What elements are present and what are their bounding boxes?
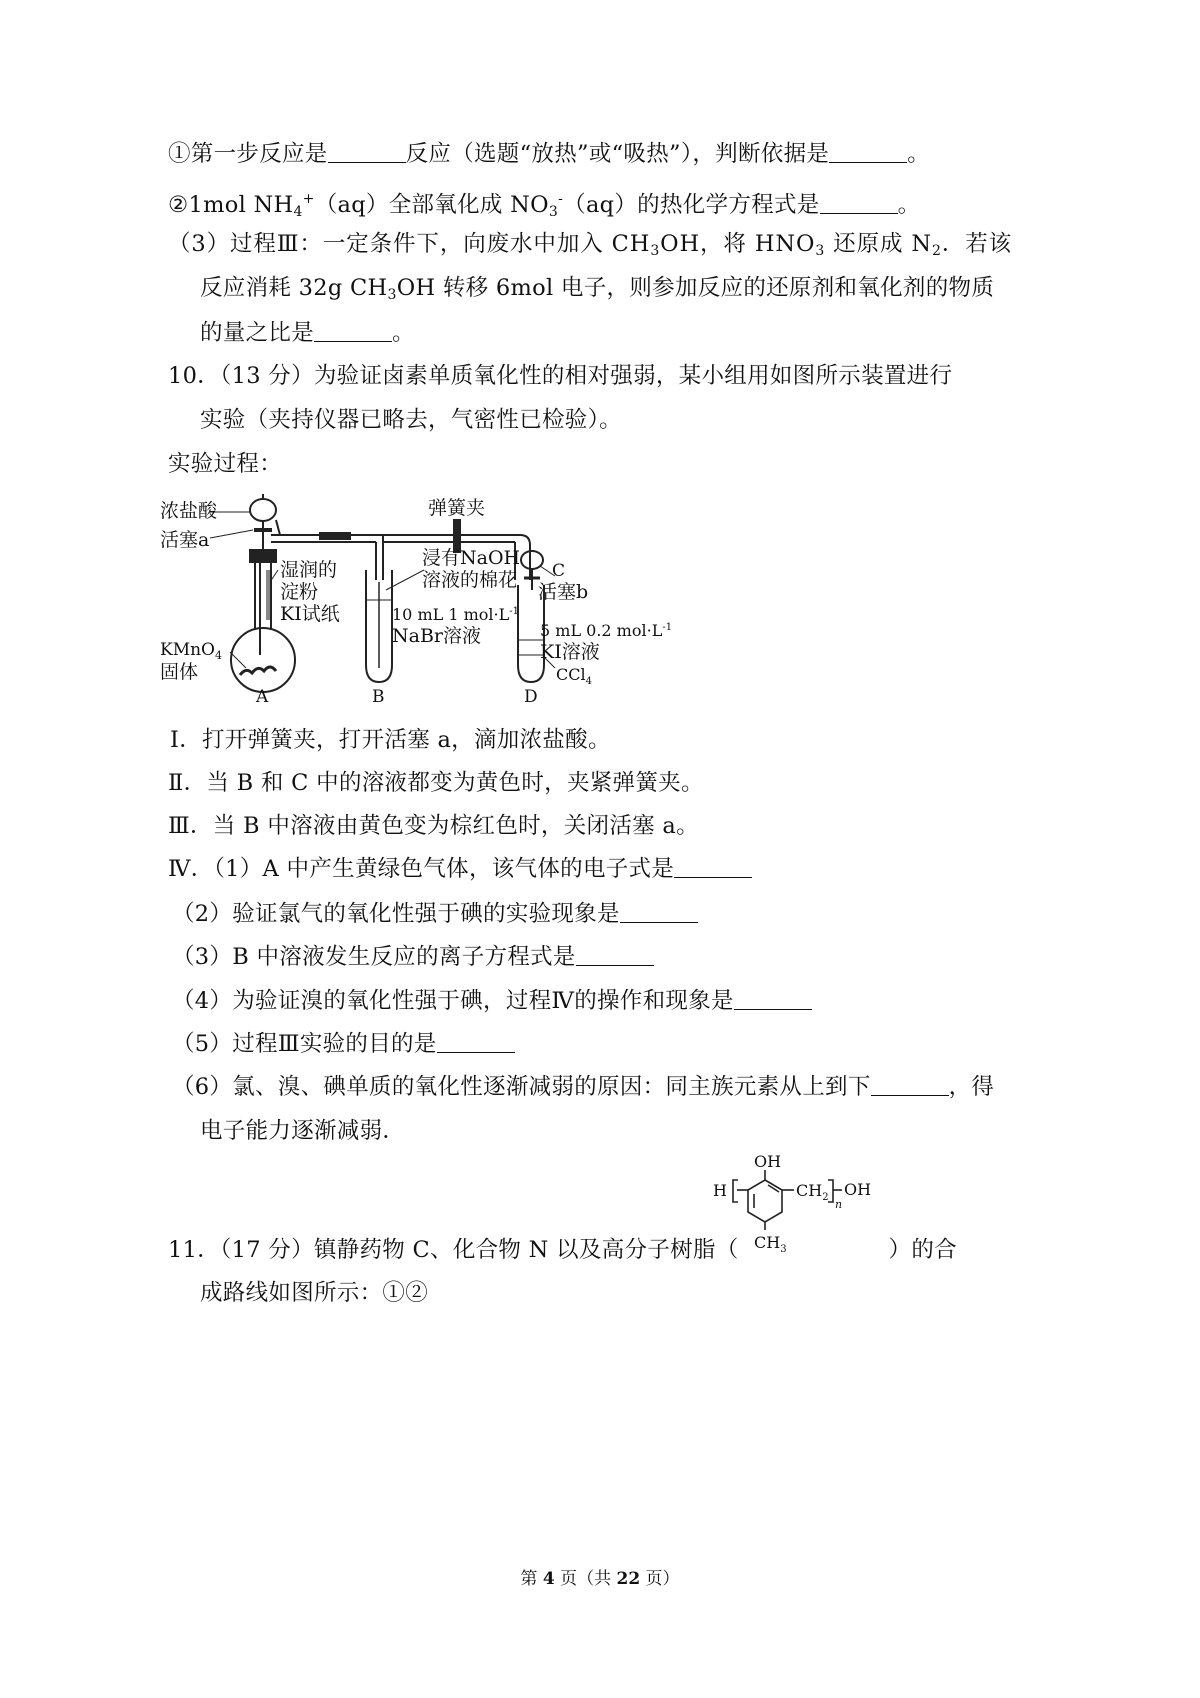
answer-blank[interactable]	[829, 142, 907, 163]
label-ccl4: CCl$_4$	[556, 665, 592, 687]
benzene-ring	[748, 1180, 782, 1222]
line-q9-3-2: 反应消耗 32g $CH_3OH$ 转移 6mol 电子，则参加反应的还原剂和氧化剂的物质	[200, 275, 995, 303]
question-11-line-1: 11．（17 分）镇静药物 C、化合物 N 以及高分子树脂（ ）的合	[168, 1237, 957, 1263]
question-part-6-line-2: 电子能力逐渐减弱．	[200, 1118, 406, 1144]
page-footer: 第 4 页（共 22 页）	[520, 1569, 680, 1589]
page-number: 4	[542, 1569, 555, 1589]
question-10-line-1: 10．（13 分）为验证卤素单质氧化性的相对强弱，某小组用如图所示装置进行	[168, 363, 953, 389]
label-cotton: 溶液的棉花	[422, 569, 518, 591]
label-starch: 淀粉	[280, 581, 319, 603]
label-nabr-vol: 10 mL 1 $mol\cdot L^{-1}$	[392, 605, 519, 624]
question-part-6-line-1: （6）氯、溴、碘单质的氧化性逐渐减弱的原因：同主族元素从上到下 ，得	[172, 1074, 995, 1100]
line-q9-2-1: ①第一步反应是 反应（选题“放热”或“吸热”），判断依据是 。	[168, 141, 930, 167]
ki-paper	[266, 570, 270, 620]
step-2: Ⅱ．当 B 和 C 中的溶液都变为黄色时，夹紧弹簧夹。	[168, 770, 704, 796]
question-part-2: （2）验证氯气的氧化性强于碘的实验现象是	[172, 899, 698, 929]
label-nabr: NaBr溶液	[392, 625, 481, 647]
line-q9-3-3: 的量之比是 。	[200, 320, 415, 346]
answer-blank[interactable]	[674, 857, 752, 878]
step-4-q1: Ⅳ．（1）A 中产生黄绿色气体，该气体的电子式是	[168, 854, 752, 884]
answer-blank[interactable]	[437, 1032, 515, 1053]
label-ki-paper: KI试纸	[280, 603, 340, 625]
apparatus-figure	[160, 490, 680, 720]
rubber-joint	[320, 533, 350, 539]
label-solid: 固体	[160, 661, 199, 683]
label-soaked: 浸有NaOH	[422, 547, 521, 569]
label-oh-top: OH	[754, 1152, 782, 1171]
flask-a	[231, 628, 295, 692]
stopper-a	[250, 550, 276, 562]
dropping-funnel-a	[250, 499, 276, 521]
procedure-heading: 实验过程：	[168, 451, 283, 477]
label-d: D	[524, 687, 538, 707]
question-11-line-2: 成路线如图所示：①②	[200, 1280, 429, 1306]
line-q9-2-2: ②1mol $NH_4^+(aq)$全部氧化成 $NO_3^-(aq)$的热化学方程式是 。	[168, 191, 921, 220]
answer-blank[interactable]	[620, 902, 698, 923]
label-ki: KI溶液	[540, 641, 600, 663]
label-stopcock-b: 活塞b	[538, 581, 589, 603]
label-ch2: $CH_2$	[796, 1181, 829, 1203]
line-q9-3-1: （3）过程Ⅲ：一定条件下，向废水中加入 $CH_3OH$，将 $HNO_3$ 还原成 $N_2$．若该	[168, 231, 1013, 259]
label-conc-hcl: 浓盐酸	[160, 500, 218, 522]
page-total: 22	[616, 1569, 641, 1589]
question-part-5: （5）过程Ⅲ实验的目的是	[172, 1029, 515, 1059]
step-1: Ⅰ．打开弹簧夹，打开活塞 a，滴加浓盐酸。	[170, 727, 611, 753]
bracket-left	[733, 1180, 738, 1202]
label-ki-vol: 5 mL 0.2 $mol\cdot L^{-1}$	[540, 621, 673, 640]
answer-blank[interactable]	[328, 142, 406, 163]
label-ch3: $CH_3$	[754, 1233, 787, 1255]
label-stopcock-a: 活塞a	[160, 529, 210, 551]
label-clamp: 弹簧夹	[428, 497, 486, 519]
label-b: B	[372, 687, 385, 707]
label-a: A	[256, 687, 269, 707]
step-3: Ⅲ．当 B 中溶液由黄色变为棕红色时，关闭活塞 a。	[168, 813, 699, 839]
answer-blank[interactable]	[734, 989, 812, 1010]
label-c: C	[552, 561, 566, 581]
funnel-c	[521, 551, 543, 569]
question-part-3: （3）B 中溶液发生反应的离子方程式是	[172, 942, 654, 972]
answer-blank[interactable]	[871, 1075, 949, 1096]
answer-blank[interactable]	[820, 193, 898, 214]
question-10-line-2: 实验（夹持仪器已略去，气密性已检验）。	[200, 407, 622, 433]
bracket-right	[828, 1180, 833, 1202]
question-part-4: （4）为验证溴的氧化性强于碘，过程Ⅳ的操作和现象是	[172, 986, 812, 1016]
label-wet: 湿润的	[280, 559, 338, 581]
answer-blank[interactable]	[314, 321, 392, 342]
label-oh-right: OH	[844, 1180, 872, 1199]
label-kmno4: KMnO$_4$	[160, 640, 222, 662]
label-h: H	[713, 1181, 727, 1200]
answer-blank[interactable]	[576, 945, 654, 966]
label-n: n	[835, 1198, 843, 1211]
